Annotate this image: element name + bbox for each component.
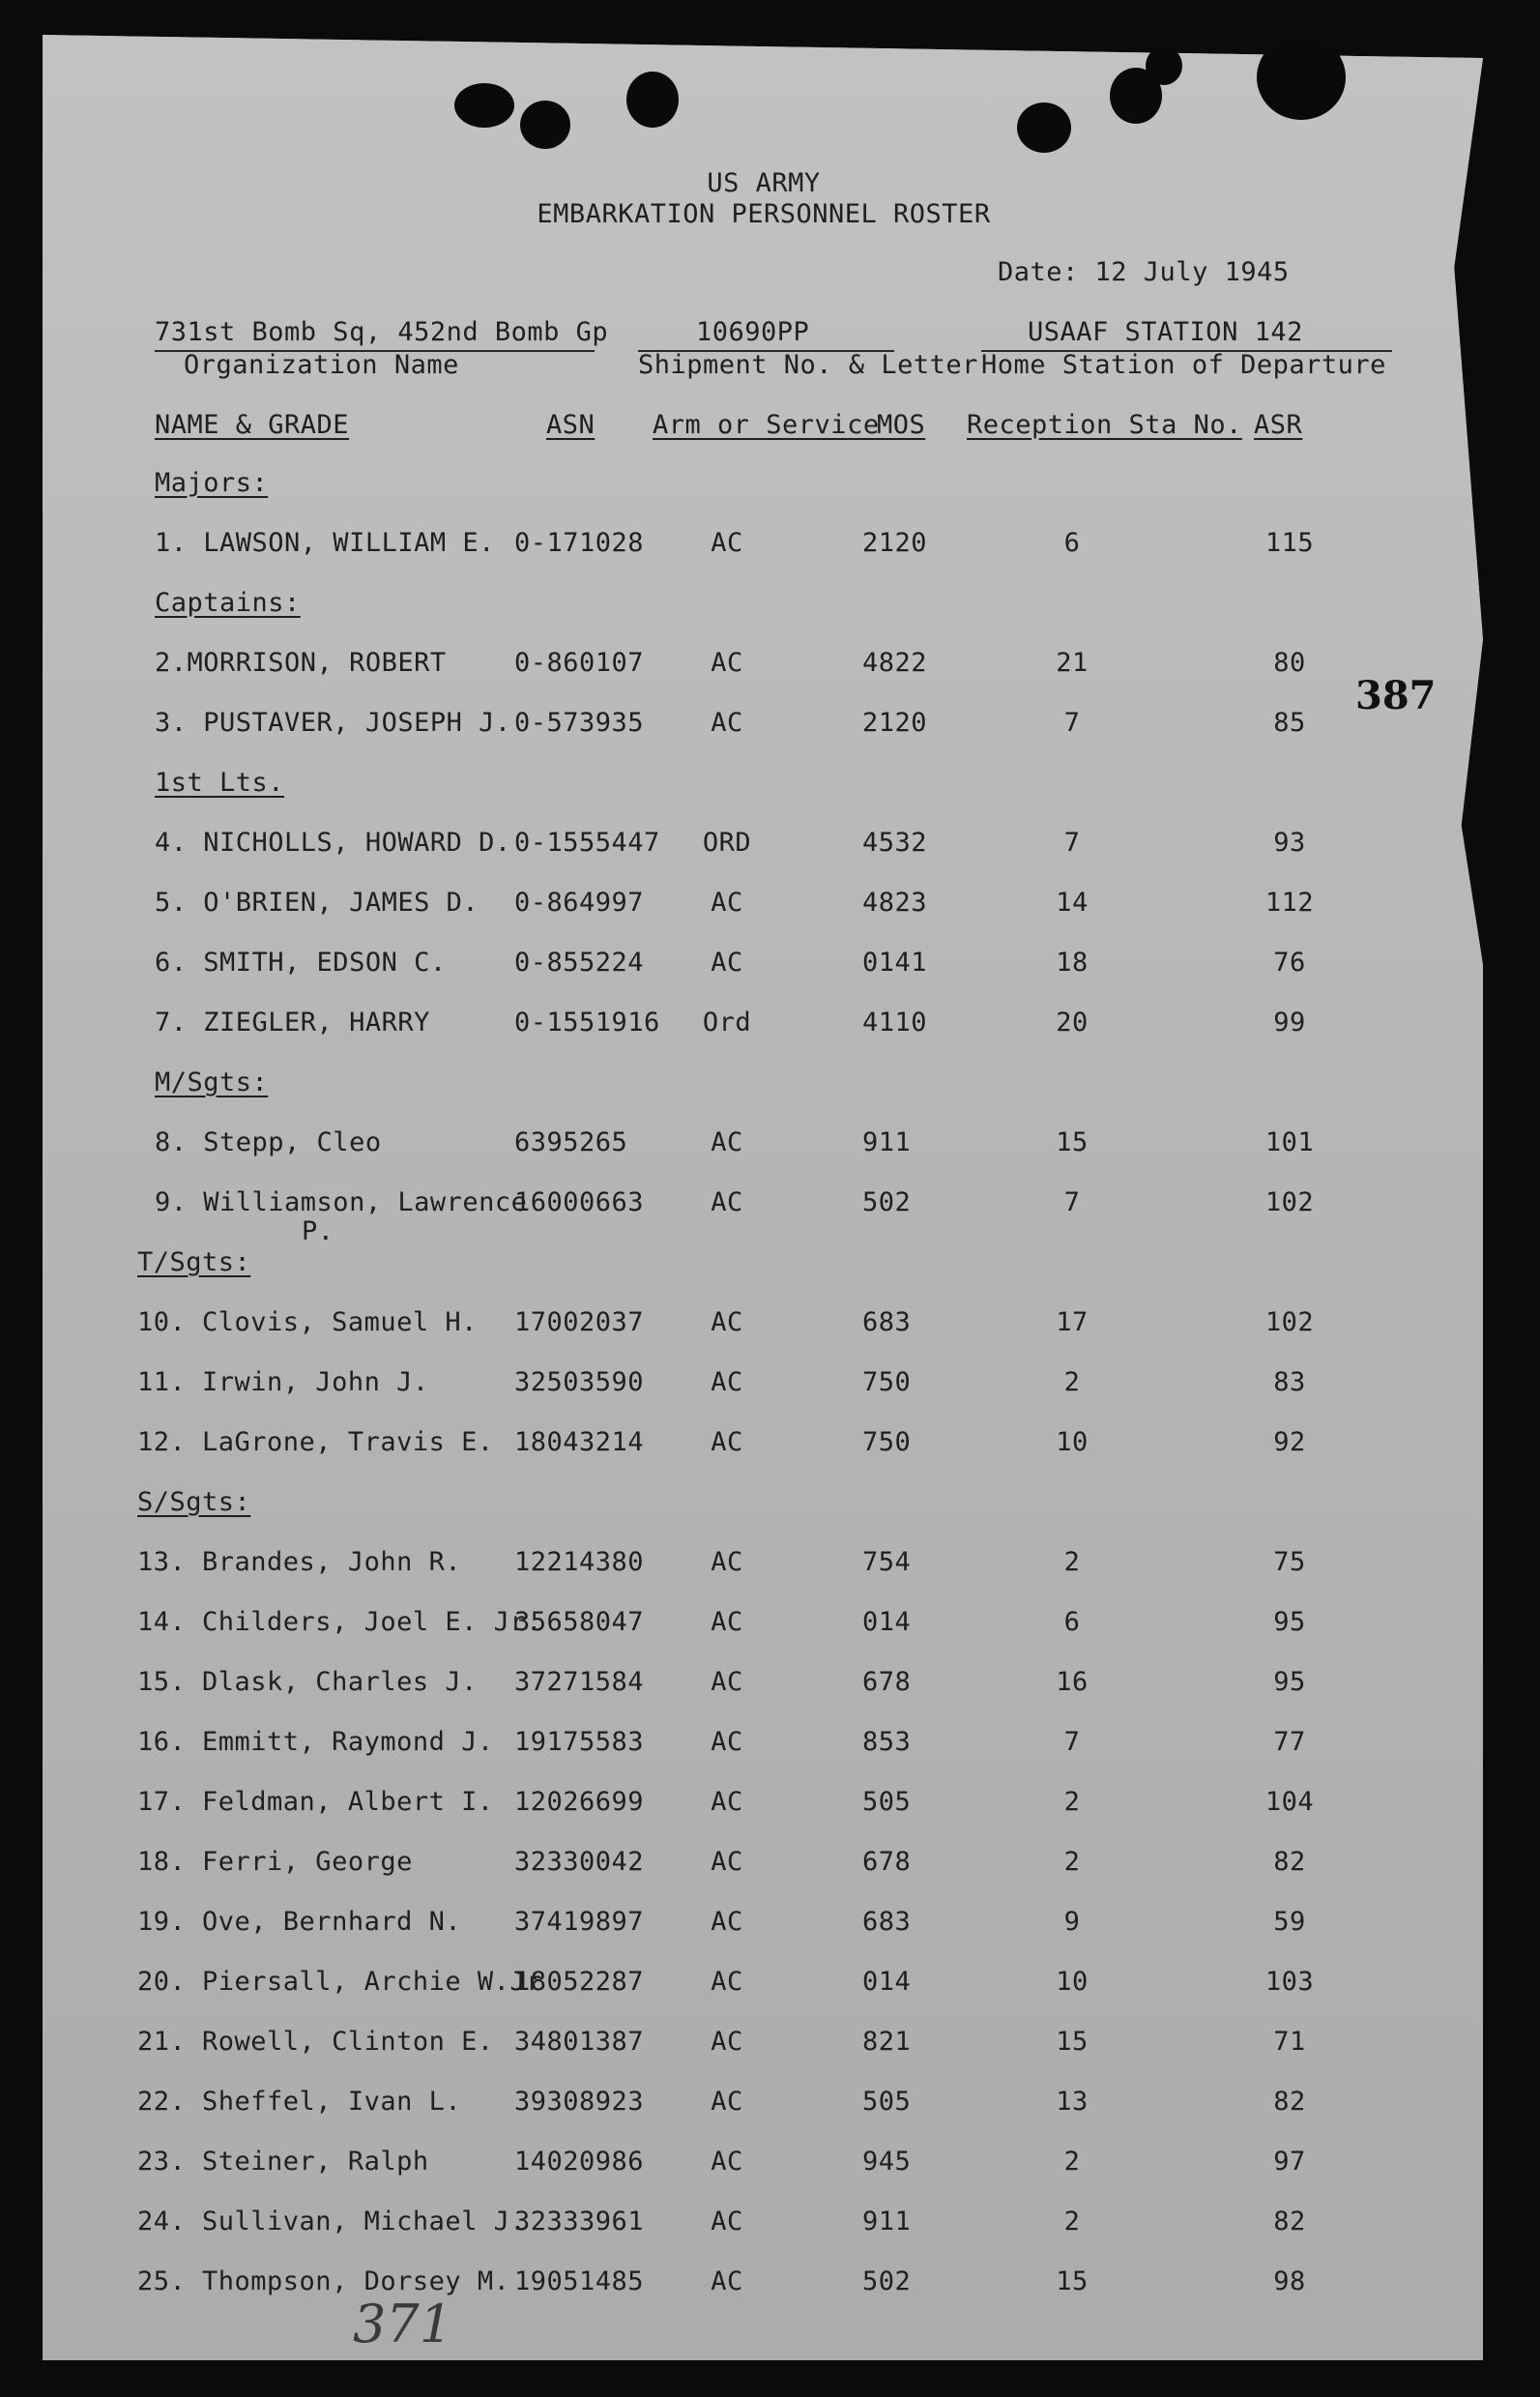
roster-asn: 14020986	[514, 2147, 645, 2177]
roster-arm-service: AC	[711, 2087, 743, 2117]
roster-asr: 83	[1273, 1367, 1306, 1397]
roster-arm-service: Ord	[702, 1008, 752, 1038]
roster-asn: 0-573935	[514, 708, 645, 738]
roster-asn: 0-855224	[514, 948, 645, 978]
roster-mos: 750	[862, 1367, 912, 1397]
document-date: Date: 12 July 1945	[998, 257, 1290, 287]
roster-reception-station: 21	[1056, 648, 1089, 678]
punch-hole	[1257, 35, 1346, 120]
roster-arm-service: AC	[711, 2027, 743, 2057]
roster-mos: 4823	[862, 888, 928, 918]
roster-reception-station: 6	[1063, 528, 1081, 558]
roster-arm-service: AC	[711, 1727, 743, 1757]
document-title: EMBARKATION PERSONNEL ROSTER	[537, 199, 991, 229]
roster-asn: 37419897	[514, 1907, 645, 1937]
roster-name: 5. O'BRIEN, JAMES D.	[155, 888, 479, 918]
roster-reception-station: 7	[1063, 828, 1081, 858]
roster-arm-service: AC	[711, 1547, 743, 1577]
column-header-arm-service: Arm or Service	[653, 410, 880, 440]
roster-asr: 95	[1273, 1667, 1306, 1697]
section-label: Majors:	[155, 468, 269, 498]
roster-arm-service: ORD	[702, 828, 752, 858]
roster-asn: 6395265	[514, 1127, 628, 1157]
roster-name: 9. Williamson, Lawrence	[155, 1187, 528, 1217]
roster-mos: 505	[862, 2087, 912, 2117]
roster-reception-station: 15	[1056, 2027, 1089, 2057]
roster-asr: 99	[1273, 1008, 1306, 1038]
roster-asr: 103	[1264, 1967, 1315, 1997]
roster-reception-station: 14	[1056, 888, 1089, 918]
roster-mos: 0141	[862, 948, 928, 978]
roster-asr: 85	[1273, 708, 1306, 738]
roster-name: 4. NICHOLLS, HOWARD D.	[155, 828, 511, 858]
roster-name: 24. Sullivan, Michael J.	[137, 2207, 527, 2236]
roster-asr: 102	[1264, 1187, 1315, 1217]
column-header-asr: ASR	[1254, 410, 1303, 440]
roster-mos: 683	[862, 1307, 912, 1337]
roster-name: 12. LaGrone, Travis E.	[137, 1427, 494, 1457]
roster-asr: 115	[1264, 528, 1315, 558]
roster-asr: 76	[1273, 948, 1306, 978]
roster-asr: 82	[1273, 2207, 1306, 2236]
roster-mos: 678	[862, 1667, 912, 1697]
station-label: Home Station of Departure	[981, 350, 1386, 380]
roster-arm-service: AC	[711, 1127, 743, 1157]
roster-mos: 014	[862, 1967, 912, 1997]
roster-arm-service: AC	[711, 1907, 743, 1937]
column-header-mos: MOS	[877, 410, 926, 440]
roster-arm-service: AC	[711, 1967, 743, 1997]
roster-reception-station: 2	[1063, 1367, 1081, 1397]
roster-mos: 4822	[862, 648, 928, 678]
organization-name: 731st Bomb Sq, 452nd Bomb Gp	[155, 317, 609, 347]
roster-reception-station: 6	[1063, 1607, 1081, 1637]
roster-asn: 35658047	[514, 1607, 645, 1637]
roster-mos: 911	[862, 2207, 912, 2236]
roster-asr: 77	[1273, 1727, 1306, 1757]
roster-asn: 12026699	[514, 1787, 645, 1817]
roster-asr: 97	[1273, 2147, 1306, 2177]
roster-asr: 101	[1264, 1127, 1315, 1157]
roster-name: 22. Sheffel, Ivan L.	[137, 2087, 462, 2117]
shipment-label: Shipment No. & Letter	[638, 350, 978, 380]
roster-mos: 4532	[862, 828, 928, 858]
roster-reception-station: 7	[1063, 708, 1081, 738]
roster-reception-station: 2	[1063, 2147, 1081, 2177]
roster-name: 6. SMITH, EDSON C.	[155, 948, 447, 978]
section-label: M/Sgts:	[155, 1067, 269, 1097]
roster-arm-service: AC	[711, 1847, 743, 1877]
roster-asn: 0-171028	[514, 528, 645, 558]
roster-arm-service: AC	[711, 2147, 743, 2177]
roster-mos: 945	[862, 2147, 912, 2177]
roster-mos: 911	[862, 1127, 912, 1157]
roster-name: 2.MORRISON, ROBERT	[155, 648, 447, 678]
roster-name: 15. Dlask, Charles J.	[137, 1667, 478, 1697]
section-label: Captains:	[155, 588, 301, 618]
pencil-note: 371	[353, 2294, 453, 2354]
roster-name: 14. Childers, Joel E. Jr.	[137, 1607, 542, 1637]
roster-reception-station: 7	[1063, 1727, 1081, 1757]
roster-reception-station: 10	[1056, 1427, 1089, 1457]
column-header-name-grade: NAME & GRADE	[155, 410, 350, 440]
roster-asr: 92	[1273, 1427, 1306, 1457]
roster-reception-station: 16	[1056, 1667, 1089, 1697]
roster-name-continued: P.	[302, 1216, 334, 1246]
roster-mos: 505	[862, 1787, 912, 1817]
roster-arm-service: AC	[711, 528, 743, 558]
roster-mos: 678	[862, 1847, 912, 1877]
roster-asn: 16000663	[514, 1187, 645, 1217]
roster-arm-service: AC	[711, 1307, 743, 1337]
roster-mos: 853	[862, 1727, 912, 1757]
section-label: S/Sgts:	[137, 1487, 251, 1517]
punch-hole	[626, 72, 679, 128]
roster-name: 13. Brandes, John R.	[137, 1547, 462, 1577]
document-header-line1: US ARMY	[707, 168, 821, 198]
roster-asn: 18052287	[514, 1967, 645, 1997]
column-header-asn: ASN	[546, 410, 596, 440]
organization-label: Organization Name	[184, 350, 459, 380]
roster-arm-service: AC	[711, 648, 743, 678]
roster-mos: 683	[862, 1907, 912, 1937]
roster-asn: 0-860107	[514, 648, 645, 678]
roster-reception-station: 2	[1063, 1847, 1081, 1877]
roster-reception-station: 2	[1063, 1787, 1081, 1817]
roster-name: 21. Rowell, Clinton E.	[137, 2027, 494, 2057]
roster-reception-station: 10	[1056, 1967, 1089, 1997]
section-label: T/Sgts:	[137, 1247, 251, 1277]
roster-asn: 0-1555447	[514, 828, 660, 858]
roster-asn: 37271584	[514, 1667, 645, 1697]
roster-name: 8. Stepp, Cleo	[155, 1127, 382, 1157]
roster-asn: 32503590	[514, 1367, 645, 1397]
roster-asr: 80	[1273, 648, 1306, 678]
roster-reception-station: 15	[1056, 1127, 1089, 1157]
roster-name: 25. Thompson, Dorsey M.	[137, 2266, 510, 2296]
roster-asn: 12214380	[514, 1547, 645, 1577]
roster-asr: 98	[1273, 2266, 1306, 2296]
roster-asr: 102	[1264, 1307, 1315, 1337]
roster-arm-service: AC	[711, 1667, 743, 1697]
roster-asr: 112	[1264, 888, 1315, 918]
punch-hole	[454, 83, 514, 128]
roster-reception-station: 7	[1063, 1187, 1081, 1217]
roster-arm-service: AC	[711, 2266, 743, 2296]
roster-asn: 34801387	[514, 2027, 645, 2057]
roster-mos: 2120	[862, 708, 928, 738]
stamped-page-number: 387	[1355, 673, 1437, 718]
roster-asn: 19175583	[514, 1727, 645, 1757]
roster-asr: 82	[1273, 1847, 1306, 1877]
roster-mos: 2120	[862, 528, 928, 558]
roster-mos: 750	[862, 1427, 912, 1457]
roster-asn: 0-1551916	[514, 1008, 660, 1038]
roster-arm-service: AC	[711, 708, 743, 738]
roster-name: 7. ZIEGLER, HARRY	[155, 1008, 430, 1038]
roster-reception-station: 20	[1056, 1008, 1089, 1038]
roster-reception-station: 9	[1063, 1907, 1081, 1937]
shipment-number: 10690PP	[696, 317, 810, 347]
roster-name: 10. Clovis, Samuel H.	[137, 1307, 478, 1337]
roster-name: 1. LAWSON, WILLIAM E.	[155, 528, 495, 558]
roster-name: 23. Steiner, Ralph	[137, 2147, 429, 2177]
punch-hole	[1146, 46, 1182, 85]
roster-asr: 95	[1273, 1607, 1306, 1637]
column-header-reception: Reception Sta No.	[967, 410, 1242, 440]
roster-asr: 71	[1273, 2027, 1306, 2057]
punch-hole	[1017, 102, 1071, 153]
roster-arm-service: AC	[711, 1607, 743, 1637]
roster-name: 3. PUSTAVER, JOSEPH J.	[155, 708, 511, 738]
roster-reception-station: 13	[1056, 2087, 1089, 2117]
roster-mos: 502	[862, 2266, 912, 2296]
roster-reception-station: 18	[1056, 948, 1089, 978]
roster-asr: 104	[1264, 1787, 1315, 1817]
roster-reception-station: 2	[1063, 2207, 1081, 2236]
roster-reception-station: 17	[1056, 1307, 1089, 1337]
roster-name: 11. Irwin, John J.	[137, 1367, 429, 1397]
home-station: USAAF STATION 142	[1028, 317, 1303, 347]
punch-hole	[520, 101, 570, 149]
roster-asr: 82	[1273, 2087, 1306, 2117]
roster-asn: 0-864997	[514, 888, 645, 918]
roster-arm-service: AC	[711, 2207, 743, 2236]
roster-arm-service: AC	[711, 1367, 743, 1397]
roster-asr: 59	[1273, 1907, 1306, 1937]
roster-arm-service: AC	[711, 1787, 743, 1817]
roster-asn: 18043214	[514, 1427, 645, 1457]
roster-name: 18. Ferri, George	[137, 1847, 413, 1877]
roster-reception-station: 15	[1056, 2266, 1089, 2296]
roster-asn: 39308923	[514, 2087, 645, 2117]
roster-mos: 502	[862, 1187, 912, 1217]
roster-arm-service: AC	[711, 948, 743, 978]
roster-asn: 32330042	[514, 1847, 645, 1877]
roster-asn: 19051485	[514, 2266, 645, 2296]
roster-name: 16. Emmitt, Raymond J.	[137, 1727, 494, 1757]
roster-reception-station: 2	[1063, 1547, 1081, 1577]
roster-arm-service: AC	[711, 888, 743, 918]
roster-name: 19. Ove, Bernhard N.	[137, 1907, 462, 1937]
roster-mos: 754	[862, 1547, 912, 1577]
roster-mos: 821	[862, 2027, 912, 2057]
roster-mos: 014	[862, 1607, 912, 1637]
roster-asn: 17002037	[514, 1307, 645, 1337]
roster-name: 17. Feldman, Albert I.	[137, 1787, 494, 1817]
roster-name: 20. Piersall, Archie W.Jr	[137, 1967, 542, 1997]
section-label: 1st Lts.	[155, 768, 285, 798]
roster-asn: 32333961	[514, 2207, 645, 2236]
roster-asr: 93	[1273, 828, 1306, 858]
roster-arm-service: AC	[711, 1427, 743, 1457]
roster-mos: 4110	[862, 1008, 928, 1038]
roster-arm-service: AC	[711, 1187, 743, 1217]
roster-asr: 75	[1273, 1547, 1306, 1577]
